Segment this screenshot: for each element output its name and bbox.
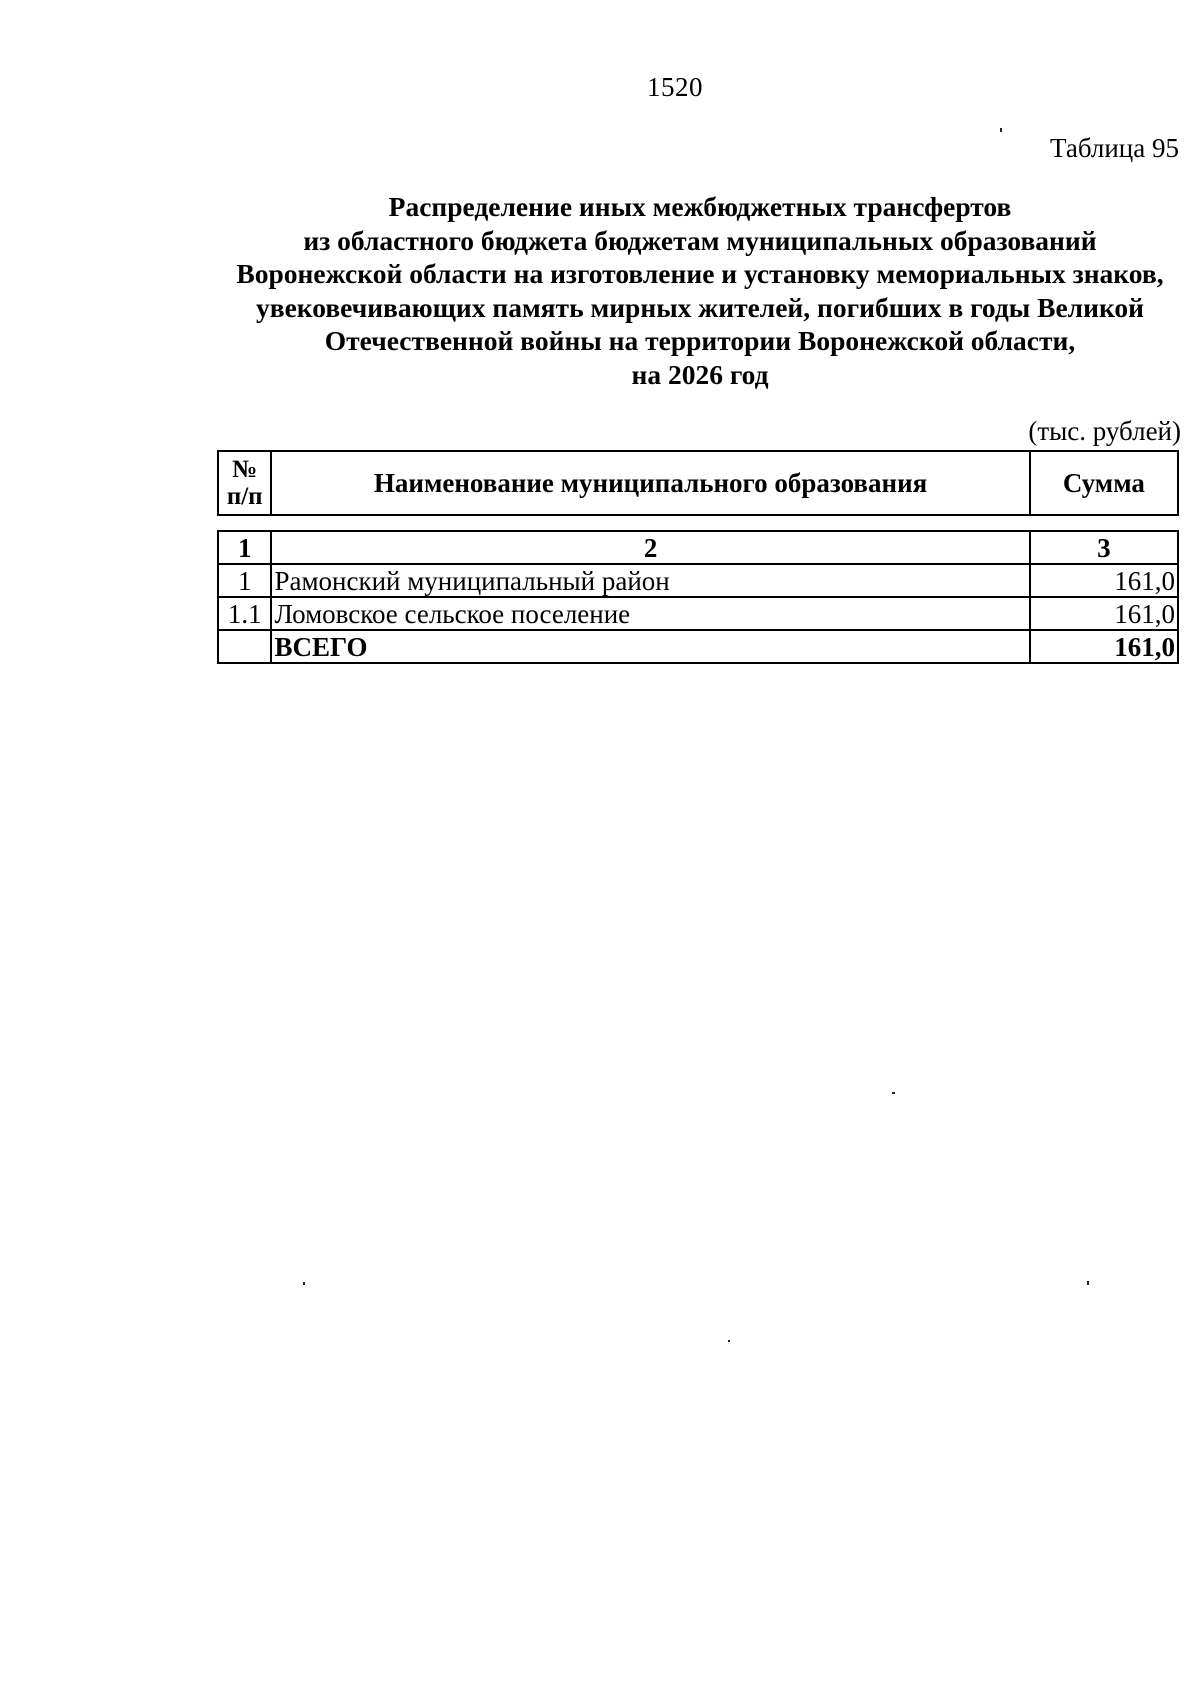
table-header [217, 450, 1179, 516]
column-number-cell: 1 [218, 531, 271, 564]
units-label: (тыс. рублей) [1028, 416, 1181, 446]
table-label: Таблица 95 [1050, 133, 1179, 163]
title-line: из областного бюджета бюджетам муниципальных образований [303, 224, 1097, 256]
document-title [160, 190, 1200, 391]
table-row [218, 597, 1178, 630]
scan-speck [728, 1340, 730, 1342]
table-row [218, 564, 1178, 597]
header-name-cell: Наименование муниципального образования [271, 451, 1029, 515]
row-num-cell: 1 [218, 564, 271, 597]
row-sum-cell: 161,0 [1030, 597, 1178, 630]
column-number-row [218, 531, 1178, 564]
header-num-cell [218, 451, 271, 515]
header-row [218, 451, 1178, 515]
scan-speck [303, 1282, 305, 1285]
header-sum-cell: Сумма [1030, 451, 1178, 515]
title-line: на 2026 год [631, 358, 769, 390]
header-num-abbr: п/п [226, 483, 263, 510]
scan-speck [1000, 128, 1002, 132]
data-table [217, 530, 1179, 664]
page-number: 1520 [647, 72, 703, 102]
header-num-symbol: № [232, 456, 258, 483]
title-line: Распределение иных межбюджетных трансфертов [388, 191, 1012, 222]
title-line: Отечественной войны на территории Воронежской области, [324, 325, 1076, 356]
title-line: увековечивающих память мирных жителей, погибших в годы Великой [255, 291, 1145, 323]
row-name-cell: Ломовское сельское поселение [271, 597, 1029, 630]
total-row [218, 630, 1178, 663]
row-sum-cell: 161,0 [1030, 564, 1178, 597]
scan-speck [1087, 1281, 1089, 1285]
row-num-cell: 1.1 [218, 597, 271, 630]
total-name-cell: ВСЕГО [271, 630, 1029, 663]
column-number-cell: 3 [1030, 531, 1178, 564]
column-number-cell: 2 [271, 531, 1029, 564]
row-name-cell: Рамонский муниципальный район [271, 564, 1029, 597]
title-line: Воронежской области на изготовление и установку мемориальных знаков, [236, 258, 1164, 289]
total-sum-cell: 161,0 [1030, 630, 1178, 663]
scan-speck [892, 1092, 895, 1094]
total-num-cell [218, 630, 271, 663]
